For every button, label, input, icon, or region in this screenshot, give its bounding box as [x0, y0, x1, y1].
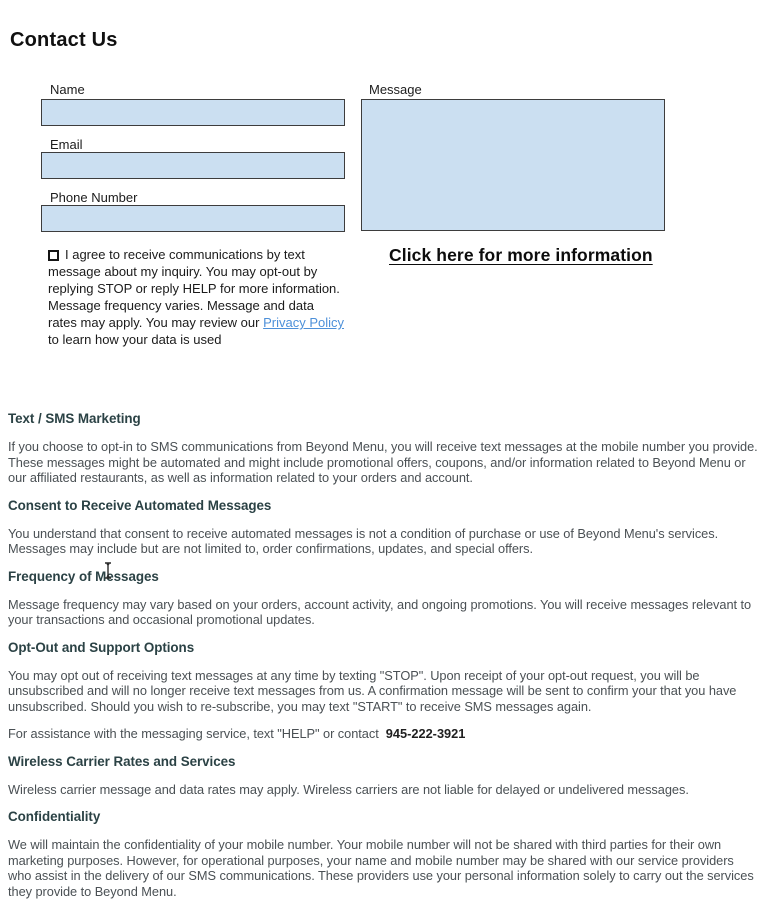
policy-sections: [8, 411, 759, 908]
support-phone-number: 945-222-3921: [385, 726, 466, 741]
section-paragraph: If you choose to opt-in to SMS communications from Beyond Menu, you will receive text messages at the mobile number you provide. These messages might be automated and might include promotional offers, coupons, and/or information related to Beyond Menu or our affiliated restaurants, as well as information related to your orders and account.: [8, 439, 758, 485]
email-input[interactable]: [41, 152, 345, 179]
sms-consent-block: [48, 246, 344, 348]
privacy-policy-link[interactable]: Privacy Policy: [263, 315, 345, 330]
section-sms-marketing: [8, 411, 759, 486]
section-consent: [8, 498, 759, 557]
name-label: Name: [50, 82, 85, 97]
section-paragraph: You may opt out of receiving text messages at any time by texting "STOP". Upon receipt of your opt-out request, you will be unsubscribed and will no longer receive text messages from us. A confirmation message will be sent to confirm your that you have unsubscribed. Should you wish to re-subscribe, you may text "START" to receive SMS messages again.: [8, 667, 737, 714]
assistance-text: For assistance with the messaging service, text "HELP" or contact: [8, 726, 379, 741]
consent-text-before: I agree to receive communications by text message about my inquiry. You may opt-out by replying STOP or reply HELP for more information. Message frequency varies. Message and data rates may apply. You may review our: [48, 247, 340, 330]
section-heading: Consent to Receive Automated Messages: [8, 497, 272, 513]
name-input[interactable]: [41, 99, 345, 126]
more-info-link[interactable]: Click here for more information: [389, 245, 653, 265]
section-heading: Opt-Out and Support Options: [8, 639, 195, 655]
section-heading: Wireless Carrier Rates and Services: [8, 753, 236, 769]
sms-consent-checkbox[interactable]: [48, 250, 59, 261]
section-paragraph: You understand that consent to receive automated messages is not a condition of purchase or use of Beyond Menu's services. Messages may include but are not limited to, order confirmations, updates, and special offers.: [8, 525, 719, 556]
section-confidentiality: [8, 809, 759, 899]
message-input[interactable]: [361, 99, 665, 231]
phone-input[interactable]: [41, 205, 345, 232]
section-frequency: [8, 569, 759, 628]
section-opt-out: [8, 640, 759, 742]
section-carrier-rates: [8, 754, 759, 798]
page-title: Contact Us: [10, 29, 118, 51]
section-paragraph: Wireless carrier message and data rates may apply. Wireless carriers are not liable for delayed or undelivered messages.: [8, 781, 689, 797]
message-label: Message: [369, 82, 422, 97]
consent-text-after: to learn how your data is used: [48, 332, 222, 347]
section-paragraph: We will maintain the confidentiality of your mobile number. Your mobile number will not be shared with third parties for their own marketing purposes. However, for operational purposes, your name and mobile number may be shared with our service providers who assist in the delivery of our SMS communications. These providers use your personal information solely to carry out the services they provide to Beyond Menu.: [8, 837, 754, 899]
assistance-line: [8, 726, 759, 742]
section-heading: Frequency of Messages: [8, 568, 159, 584]
section-heading: Confidentiality: [8, 809, 101, 824]
phone-label: Phone Number: [50, 190, 138, 205]
section-paragraph: Message frequency may vary based on your orders, account activity, and ongoing promotions. You will receive messages relevant to your transactions and occasional promotional updates.: [8, 596, 752, 627]
section-heading: Text / SMS Marketing: [8, 411, 141, 426]
email-label: Email: [50, 137, 83, 152]
